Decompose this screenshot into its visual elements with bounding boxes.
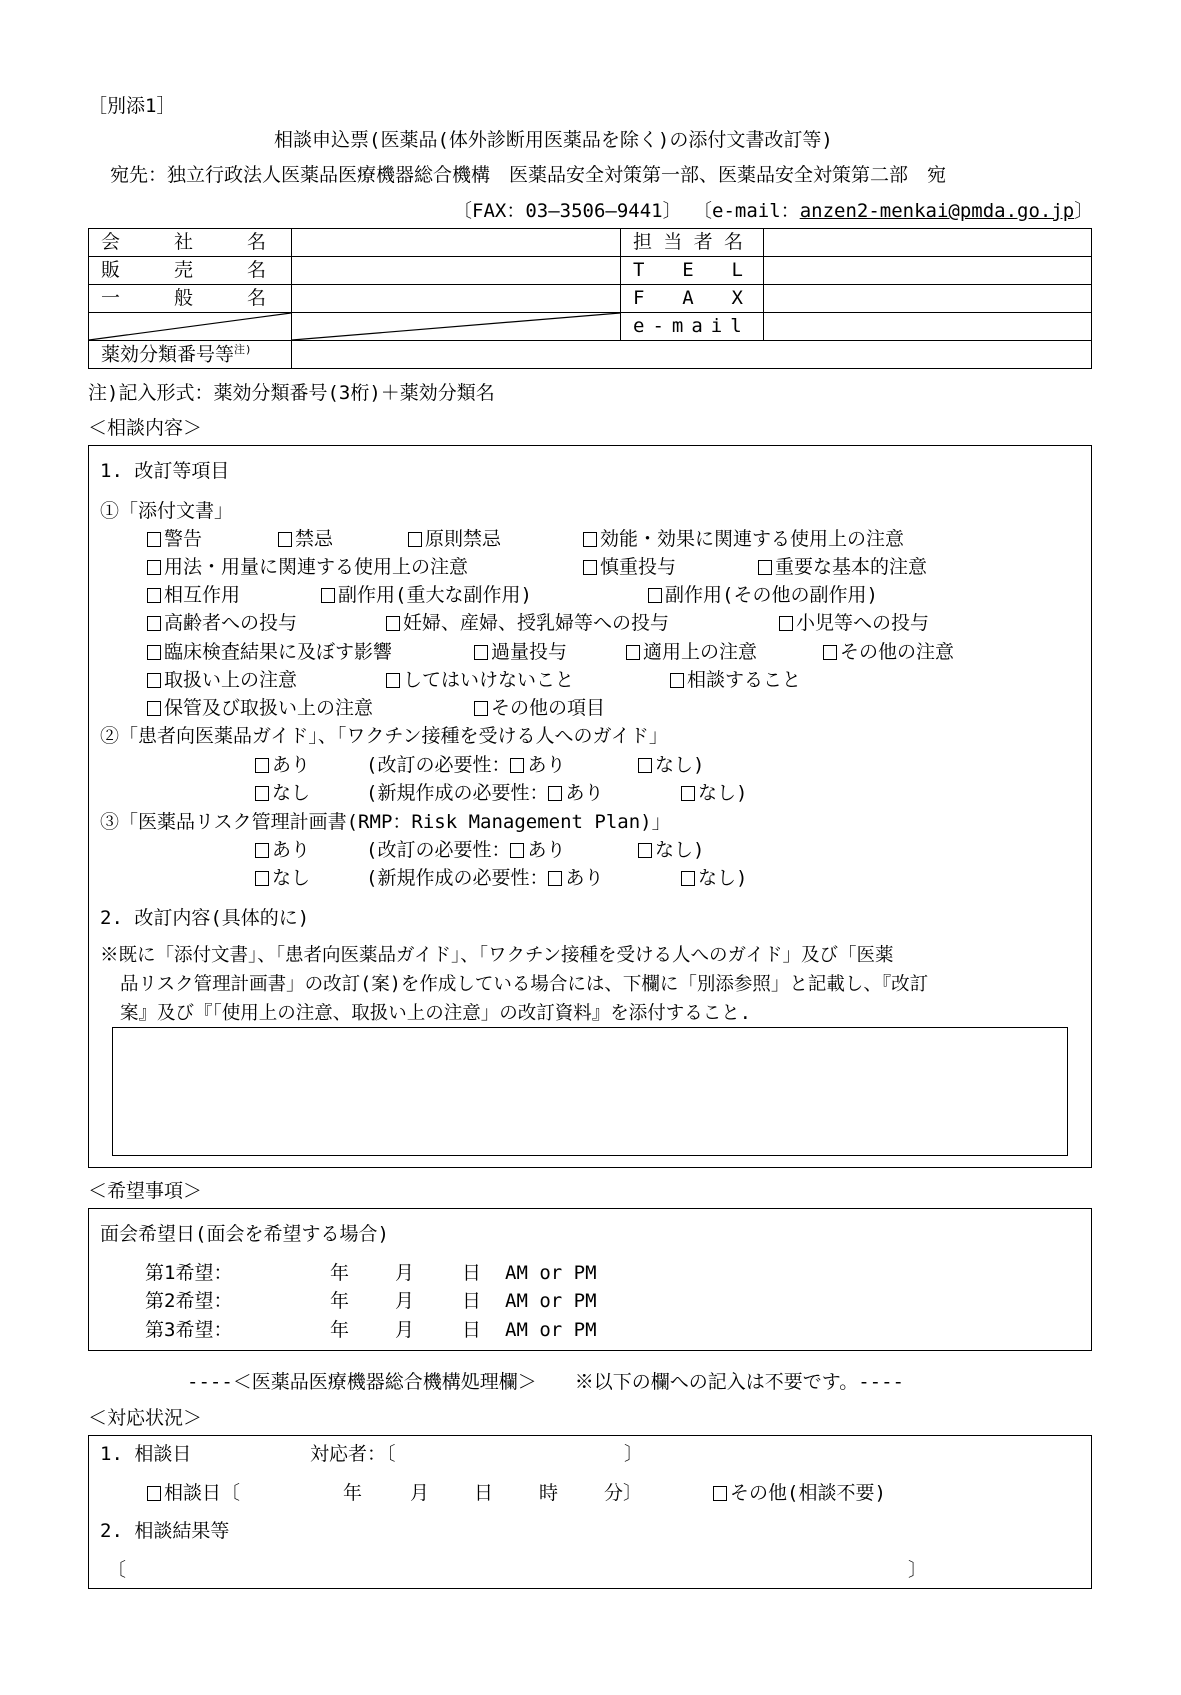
contact-person-label: 担 当 者 名: [621, 229, 764, 257]
checkbox-other-adverse-reaction[interactable]: 副作用(その他の副作用): [648, 586, 878, 605]
rmp-revision-need: (改訂の必要性： あり: [366, 839, 566, 861]
blank-diagonal-cell: [89, 313, 292, 341]
result-open: 〔: [107, 1559, 127, 1581]
email-link[interactable]: anzen2-menkai@pmda.go.jp: [799, 200, 1075, 222]
section-revision-items: 1. 改訂等項目: [100, 460, 230, 482]
email-field-label: e-mail: [621, 313, 764, 341]
consult-result-item: 2. 相談結果等: [100, 1520, 230, 1542]
checkbox-rmp-new-no[interactable]: なし): [681, 869, 747, 888]
entry-format-note: 注)記入形式：薬効分類番号(3桁)＋薬効分類名: [88, 382, 495, 404]
table-row: [89, 341, 1092, 369]
generic-name-field[interactable]: [292, 285, 621, 313]
checkbox-serious-adverse-reaction[interactable]: 副作用(重大な副作用): [321, 586, 532, 605]
table-row: [89, 285, 1092, 313]
checkbox-consult[interactable]: 相談すること: [670, 671, 801, 690]
checkbox-storage-handling[interactable]: 保管及び取扱い上の注意: [147, 699, 373, 718]
choice-label: 第1希望：: [145, 1262, 233, 1284]
checkbox-guide-rev-no[interactable]: なし): [638, 756, 704, 775]
checkbox-other-no-consult[interactable]: その他(相談不要): [713, 1484, 886, 1503]
group-package-insert: ①「添付文書」: [100, 500, 234, 522]
hour-label: 時: [539, 1482, 559, 1504]
checkbox-guide-new-no[interactable]: なし): [681, 784, 747, 803]
checkbox-efficacy-precaution[interactable]: 効能・効果に関連する使用上の注意: [583, 530, 904, 549]
office-use-banner: ----＜医薬品医療機器総合機構処理欄＞ ※以下の欄への記入は不要です。----: [187, 1371, 904, 1393]
fax-field[interactable]: [764, 285, 1092, 313]
day-field[interactable]: 日: [462, 1319, 482, 1341]
handler-label: 対応者：〔: [310, 1443, 396, 1465]
checkbox-pediatric[interactable]: 小児等への投与: [779, 614, 929, 633]
ampm-field[interactable]: AM or PM: [505, 1319, 597, 1341]
checkbox-pregnant[interactable]: 妊婦、産婦、授乳婦等への投与: [386, 614, 669, 633]
wish-heading: ＜希望事項＞: [88, 1180, 203, 1202]
company-label: 会 社 名: [89, 229, 292, 257]
consultation-heading: ＜相談内容＞: [88, 417, 203, 439]
instruction-line: 案』及び『「使用上の注意、取扱い上の注意」の改訂資料』を添付すること.: [120, 1003, 751, 1024]
status-heading: ＜対応状況＞: [88, 1407, 203, 1429]
company-field[interactable]: [292, 229, 621, 257]
checkbox-rmp-yes[interactable]: あり: [255, 841, 310, 860]
month-field[interactable]: 月: [395, 1290, 415, 1312]
generic-name-label: 一 般 名: [89, 285, 292, 313]
checkbox-guide-new-yes[interactable]: あり: [548, 782, 603, 804]
instruction-line: ※既に「添付文書」、「患者向医薬品ガイド」、「ワクチン接種を受ける人へのガイド」及び「医薬: [100, 945, 894, 966]
form-title: 相談申込票(医薬品(体外診断用医薬品を除く)の添付文書改訂等): [274, 129, 833, 151]
checkbox-dosage-precaution[interactable]: 用法・用量に関連する使用上の注意: [147, 558, 468, 577]
checkbox-overdose[interactable]: 過量投与: [474, 643, 567, 662]
month-field[interactable]: 月: [395, 1262, 415, 1284]
section-revision-details: 2. 改訂内容(具体的に): [100, 907, 310, 929]
group-patient-guide: ②「患者向医薬品ガイド」、「ワクチン接種を受ける人へのガイド」: [100, 725, 668, 747]
instruction-line: 品リスク管理計画書」の改訂(案)を作成している場合には、下欄に「別添参照」と記載し、『改訂: [120, 974, 929, 995]
checkbox-rmp-rev-yes[interactable]: あり: [510, 839, 565, 861]
checkbox-consult-date[interactable]: 相談日〔: [147, 1484, 240, 1503]
result-close: 〕: [908, 1559, 928, 1581]
revision-details-input[interactable]: [112, 1027, 1068, 1156]
consult-date-item: 1. 相談日: [100, 1443, 192, 1465]
choice-label: 第3希望：: [145, 1319, 233, 1341]
blank-diagonal-cell: [292, 313, 621, 341]
addressee: 宛先：独立行政法人医薬品医療機器総合機構 医薬品安全対策第一部、医薬品安全対策第二部 宛: [110, 164, 947, 186]
rmp-new-need: (新規作成の必要性： あり: [366, 867, 604, 889]
checkbox-interaction[interactable]: 相互作用: [147, 586, 240, 605]
month-field[interactable]: 月: [395, 1319, 415, 1341]
checkbox-rmp-new-yes[interactable]: あり: [548, 867, 603, 889]
year-field[interactable]: 年: [330, 1319, 350, 1341]
contact-person-field[interactable]: [764, 229, 1092, 257]
ampm-field[interactable]: AM or PM: [505, 1290, 597, 1312]
choice-label: 第2希望：: [145, 1290, 233, 1312]
checkbox-guide-rev-yes[interactable]: あり: [510, 754, 565, 776]
checkbox-other-precaution[interactable]: その他の注意: [823, 643, 954, 662]
month-label: 月: [410, 1482, 430, 1504]
checkbox-guide-yes[interactable]: あり: [255, 756, 310, 775]
sales-name-field[interactable]: [292, 257, 621, 285]
minute-label: 分〕: [604, 1482, 643, 1504]
guide-revision-need: (改訂の必要性： あり: [366, 754, 566, 776]
table-row: [89, 257, 1092, 285]
fax-number: 〔FAX：03―3506―9441〕: [453, 200, 682, 222]
group-rmp: ③「医薬品リスク管理計画書(RMP：Risk Management Plan)」: [100, 811, 671, 833]
checkbox-careful-administration[interactable]: 慎重投与: [583, 558, 676, 577]
tel-field[interactable]: [764, 257, 1092, 285]
email-field[interactable]: [764, 313, 1092, 341]
meeting-date-label: 面会希望日(面会を希望する場合): [100, 1223, 389, 1245]
email-close: 〕: [1074, 200, 1094, 222]
applicant-info-table: [88, 228, 1092, 369]
table-row: [89, 229, 1092, 257]
checkbox-application-precaution[interactable]: 適用上の注意: [626, 643, 757, 662]
checkbox-contraindication[interactable]: 禁忌: [278, 530, 333, 549]
attachment-tag: ［別添1］: [88, 95, 176, 117]
checkbox-other-items[interactable]: その他の項目: [474, 699, 605, 718]
tel-label: T E L: [621, 257, 764, 285]
drug-class-code-label: 薬効分類番号等$^{注)}$: [89, 341, 292, 369]
drug-class-code-field[interactable]: [292, 341, 1092, 369]
checkbox-handling-precaution[interactable]: 取扱い上の注意: [147, 671, 297, 690]
checkbox-lab-test-effect[interactable]: 臨床検査結果に及ぼす影響: [147, 643, 392, 662]
year-field[interactable]: 年: [330, 1262, 350, 1284]
checkbox-guide-no[interactable]: なし: [255, 784, 310, 803]
checkbox-important-precaution[interactable]: 重要な基本的注意: [758, 558, 927, 577]
sales-name-label: 販 売 名: [89, 257, 292, 285]
checkbox-warning[interactable]: 警告: [147, 530, 202, 549]
ampm-field[interactable]: AM or PM: [505, 1262, 597, 1284]
day-label: 日: [474, 1482, 494, 1504]
checkbox-rmp-rev-no[interactable]: なし): [638, 841, 704, 860]
year-field[interactable]: 年: [330, 1290, 350, 1312]
table-row: [89, 313, 1092, 341]
handler-close: 〕: [624, 1443, 644, 1465]
year-label: 年: [343, 1482, 363, 1504]
fax-label: F A X: [621, 285, 764, 313]
checkbox-elderly[interactable]: 高齢者への投与: [147, 614, 297, 633]
checkbox-principle-contraindication[interactable]: 原則禁忌: [408, 530, 501, 549]
guide-new-need: (新規作成の必要性： あり: [366, 782, 604, 804]
contact-line: [453, 202, 1093, 221]
status-box: [88, 1435, 1092, 1589]
checkbox-do-not[interactable]: してはいけないこと: [386, 671, 574, 690]
checkbox-rmp-no[interactable]: なし: [255, 869, 310, 888]
day-field[interactable]: 日: [462, 1262, 482, 1284]
day-field[interactable]: 日: [462, 1290, 482, 1312]
email-label: 〔e-mail：: [693, 200, 800, 222]
